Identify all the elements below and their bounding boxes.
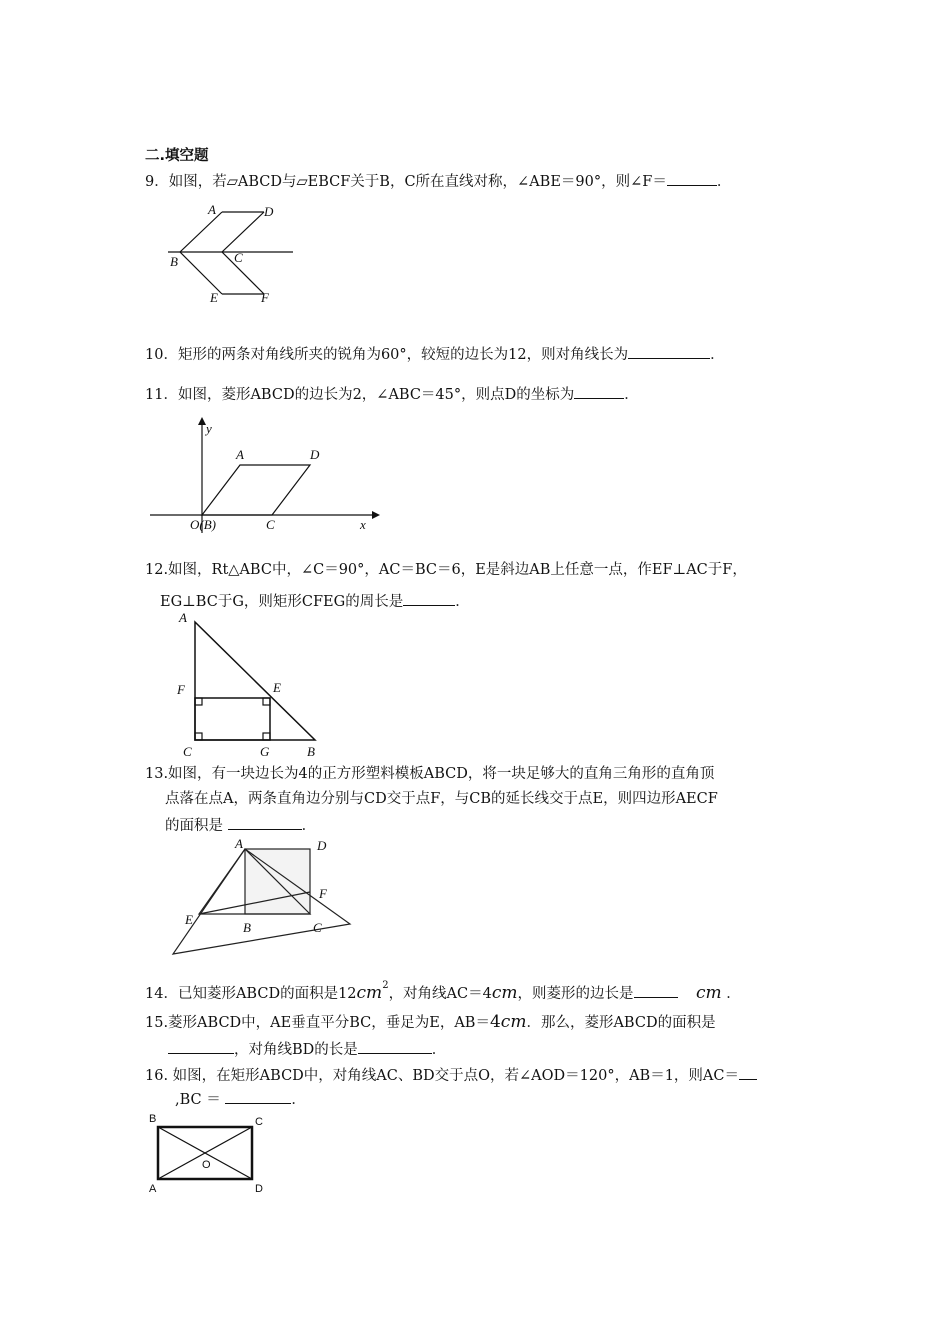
q13-line1: 13.如图，有一块边长为4的正方形塑料模板ABCD，将一块足够大的直角三角形的直角顶	[145, 766, 715, 782]
q13-label-c: C	[313, 920, 322, 935]
q14-text-b: ，对角线AC＝4	[388, 986, 492, 1002]
q9-label-c: C	[234, 250, 243, 265]
question-9	[145, 170, 731, 192]
q13-label-b: B	[243, 920, 251, 935]
q13-figure	[165, 838, 360, 963]
q14-text-a: 14．已知菱形ABCD的面积是12	[145, 986, 357, 1002]
q13-answer-blank[interactable]	[228, 814, 302, 830]
q13-text: 的面积是	[165, 818, 223, 834]
q12-right-angle-e	[263, 698, 270, 705]
q10-answer-blank[interactable]	[628, 343, 710, 359]
question-11	[145, 383, 639, 405]
q12-label-f: F	[177, 682, 185, 697]
q14-unit2: cm	[695, 983, 722, 1003]
q12-label-b: B	[307, 744, 315, 759]
q15-bd-blank[interactable]	[358, 1038, 432, 1054]
q11-label-x: x	[360, 517, 366, 532]
q11-label-d: D	[310, 447, 320, 462]
question-10	[145, 343, 725, 365]
q11-figure	[150, 415, 385, 540]
q16-label-b: B	[149, 1113, 157, 1125]
q12-label-e: E	[273, 680, 281, 695]
q12-right-angle-g	[263, 733, 270, 740]
q12-label-a: A	[179, 610, 187, 625]
q16-end: ．	[291, 1092, 306, 1108]
q9-label-b: B	[170, 254, 178, 269]
q12-right-angle-c	[195, 733, 202, 740]
q12-triangle	[195, 622, 315, 740]
q16-ac-blank[interactable]	[739, 1064, 757, 1080]
q11-answer-blank[interactable]	[574, 383, 624, 399]
q10-text: 10．矩形的两条对角线所夹的锐角为60°，较短的边长为12，则对角线长为	[145, 347, 629, 363]
q11-x-arrow	[372, 511, 380, 519]
q11-end: ．	[624, 387, 639, 403]
q12-line2	[160, 590, 470, 612]
q10-end: ．	[710, 347, 725, 363]
q12-label-c: C	[183, 744, 192, 759]
q9-right-chevron	[222, 212, 264, 294]
q15-text-c: ，对角线BD的长是	[234, 1042, 358, 1058]
q16-line2	[175, 1088, 306, 1110]
q14-unit-area: cm	[356, 983, 383, 1003]
q11-label-a: A	[236, 447, 244, 462]
q9-end: ．	[716, 174, 732, 190]
q16-label-o: O	[202, 1159, 211, 1171]
q12-end: ．	[455, 594, 470, 610]
q11-text: 11．如图，菱形ABCD的边长为2，∠ABC＝45°，则点D的坐标为	[145, 387, 575, 403]
q9-label-a: A	[208, 202, 216, 217]
section-title: 二.填空题	[145, 148, 209, 164]
q13-label-a: A	[235, 836, 243, 851]
q16-line1	[145, 1064, 757, 1086]
q13-label-f: F	[319, 886, 327, 901]
q11-rhombus	[202, 465, 310, 515]
q9-answer-blank[interactable]	[667, 170, 717, 186]
q13-end: ．	[301, 818, 317, 834]
q12-label-g: G	[260, 744, 270, 759]
q15-text-b: ．那么，菱形ABCD的面积是	[526, 1015, 716, 1031]
q15-text-a: 15.菱形ABCD中，AE垂直平分BC，垂足为E，AB＝	[145, 1015, 490, 1031]
q14-text-c: ，则菱形的边长是	[517, 986, 634, 1002]
q16-label-a: A	[149, 1183, 157, 1195]
q11-y-arrow	[198, 417, 206, 425]
q15-unit: cm	[500, 1012, 527, 1032]
q11-label-ob: O(B)	[190, 517, 216, 532]
q16-bc-blank[interactable]	[225, 1088, 291, 1104]
q9-figure	[168, 200, 298, 310]
q16-text: 16. 如图，在矩形ABCD中，对角线AC、BD交于点O，若∠AOD＝120°，AB＝1，则AC＝	[145, 1068, 739, 1084]
q9-left-chevron	[180, 212, 222, 294]
q15-area-blank[interactable]	[168, 1038, 234, 1054]
q9-text: 9．如图，若▱ABCD与▱EBCF关于B，C所在直线对称，∠ABE＝90°，则∠F＝	[145, 174, 667, 190]
q9-label-f: F	[261, 290, 269, 305]
q11-label-c: C	[266, 517, 275, 532]
q16-figure	[145, 1110, 275, 1200]
q9-label-d: D	[264, 204, 274, 219]
q15-val: 4	[489, 1012, 501, 1032]
q14-sup: 2	[382, 980, 389, 991]
q13-label-d: D	[317, 838, 327, 853]
q16-label-c: C	[255, 1116, 263, 1128]
q13-line2: 点落在点A，两条直角边分别与CD交于点F，与CB的延长线交于点E，则四边形AECF	[165, 791, 718, 807]
q11-label-y: y	[206, 421, 212, 436]
q16-text-b: ,BC ＝	[175, 1092, 221, 1108]
q14-end: ．	[726, 986, 741, 1002]
q15-line1	[145, 1012, 716, 1033]
q12-line1: 12.如图，Rt△ABC中，∠C＝90°，AC＝BC＝6，E是斜边AB上任意一点，作EF⊥AC于F，	[145, 562, 747, 578]
q15-end: ．	[431, 1042, 447, 1058]
q12-right-angle-f	[195, 698, 202, 705]
q12-answer-blank[interactable]	[403, 590, 455, 606]
q13-label-e: E	[185, 912, 193, 927]
q13-line3	[165, 814, 316, 836]
q16-label-d: D	[255, 1183, 263, 1195]
q14-answer-blank[interactable]	[634, 982, 678, 998]
question-14	[145, 972, 741, 1008]
q12-rectangle	[195, 698, 270, 740]
q14-unit: cm	[491, 983, 518, 1003]
q12-text: EG⊥BC于G，则矩形CFEG的周长是	[160, 594, 404, 610]
q15-line2	[168, 1038, 446, 1060]
q9-label-e: E	[210, 290, 218, 305]
q12-figure	[175, 610, 325, 760]
